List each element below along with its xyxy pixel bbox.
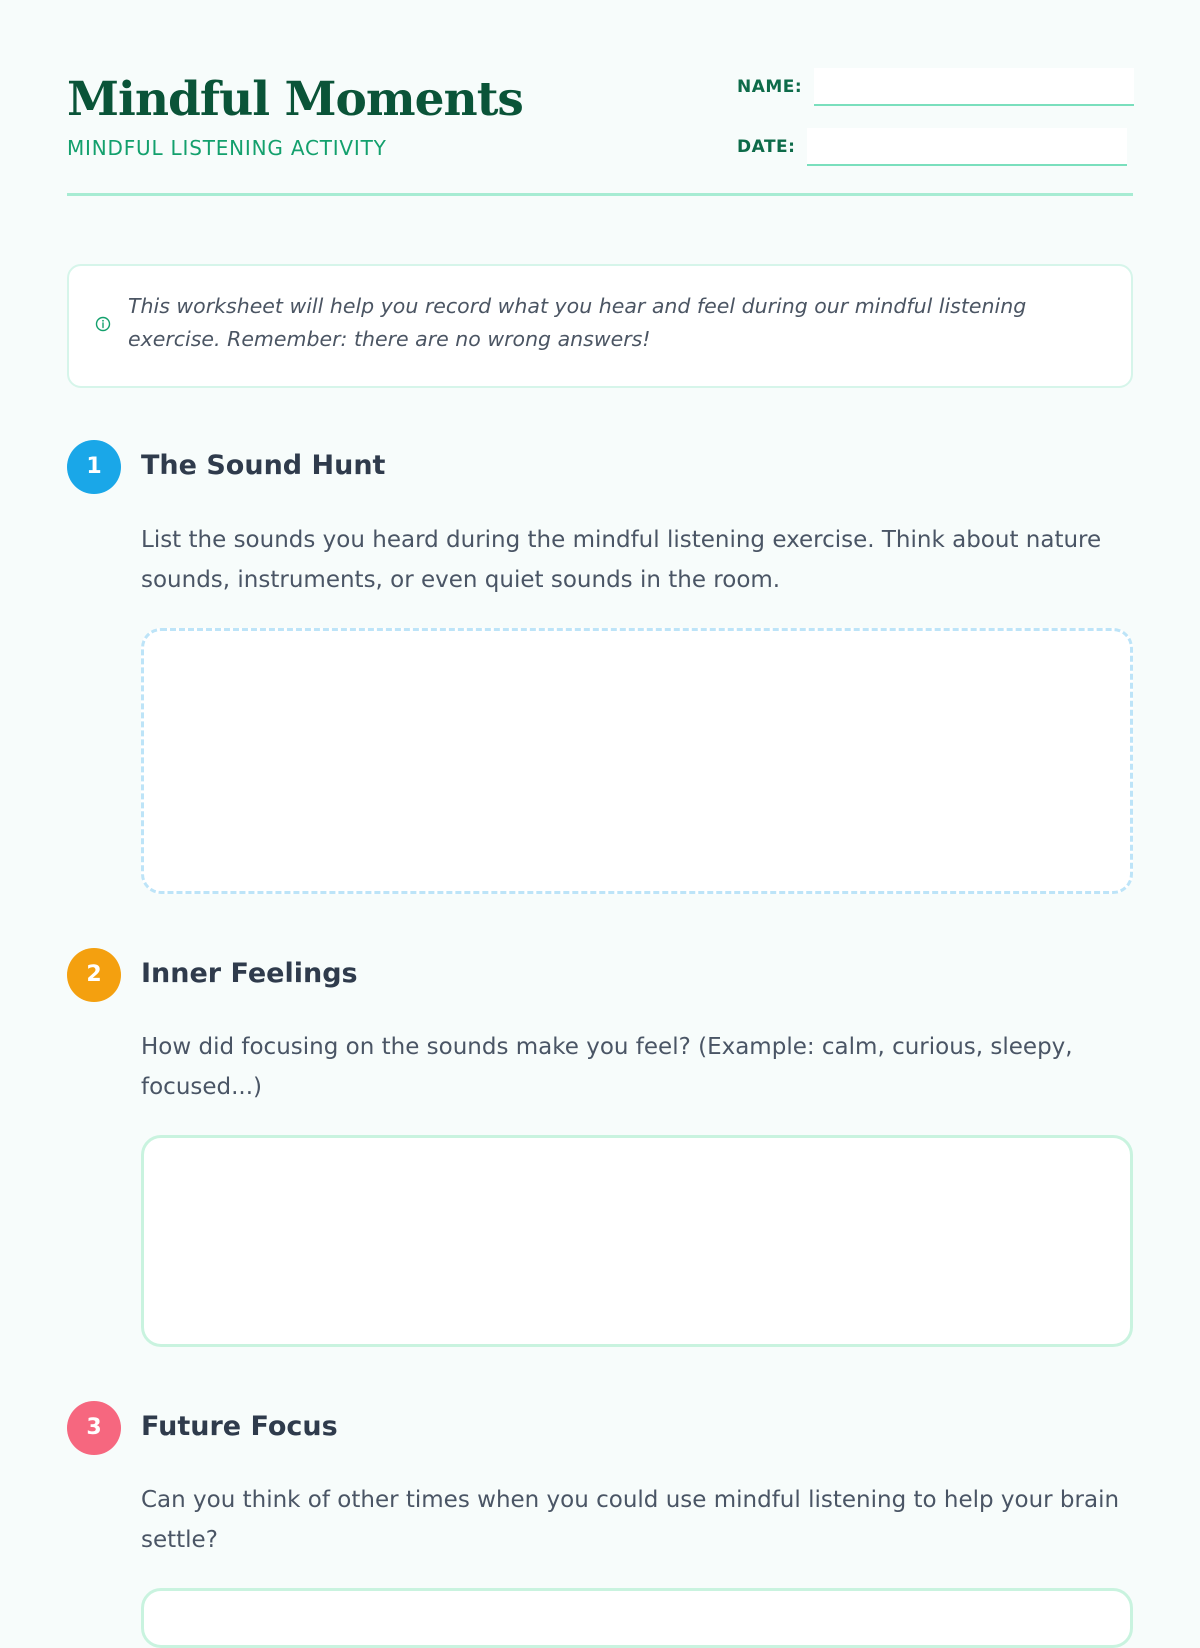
worksheet-title: Mindful Moments — [67, 72, 523, 127]
section-description: How did focusing on the sounds make you feel? (Example: calm, curious, sleepy, focused...) — [141, 1034, 1073, 1100]
section-description: Can you think of other times when you could use mindful listening to help your brain settle? — [141, 1487, 1120, 1553]
section-number-badge: 2 — [67, 948, 121, 1002]
future-focus-answer-box[interactable] — [141, 1588, 1133, 1648]
date-field[interactable] — [807, 128, 1127, 166]
name-field[interactable] — [814, 68, 1134, 106]
section-number-badge: 3 — [67, 1401, 121, 1455]
section-number-badge: 1 — [67, 440, 121, 494]
section-title: Inner Feelings — [141, 958, 358, 989]
inner-feelings-answer-box[interactable] — [141, 1135, 1133, 1347]
section-description: List the sounds you heard during the mindful listening exercise. Think about nature sounds, instruments, or even quiet sounds in the room. — [141, 527, 1102, 593]
date-label: DATE: — [737, 137, 796, 157]
section-title: Future Focus — [141, 1411, 338, 1442]
worksheet-subtitle: MINDFUL LISTENING ACTIVITY — [67, 136, 387, 160]
instructions-box — [67, 264, 1133, 388]
info-circle-icon — [95, 316, 111, 332]
name-label: NAME: — [737, 77, 803, 97]
sound-hunt-answer-box[interactable] — [141, 628, 1133, 894]
worksheet-header — [67, 0, 1133, 196]
section-title: The Sound Hunt — [141, 450, 386, 481]
instructions-text: This worksheet will help you record what you hear and feel during our mindful listening exercise. Remember: there are no wrong answers! — [128, 294, 1027, 351]
